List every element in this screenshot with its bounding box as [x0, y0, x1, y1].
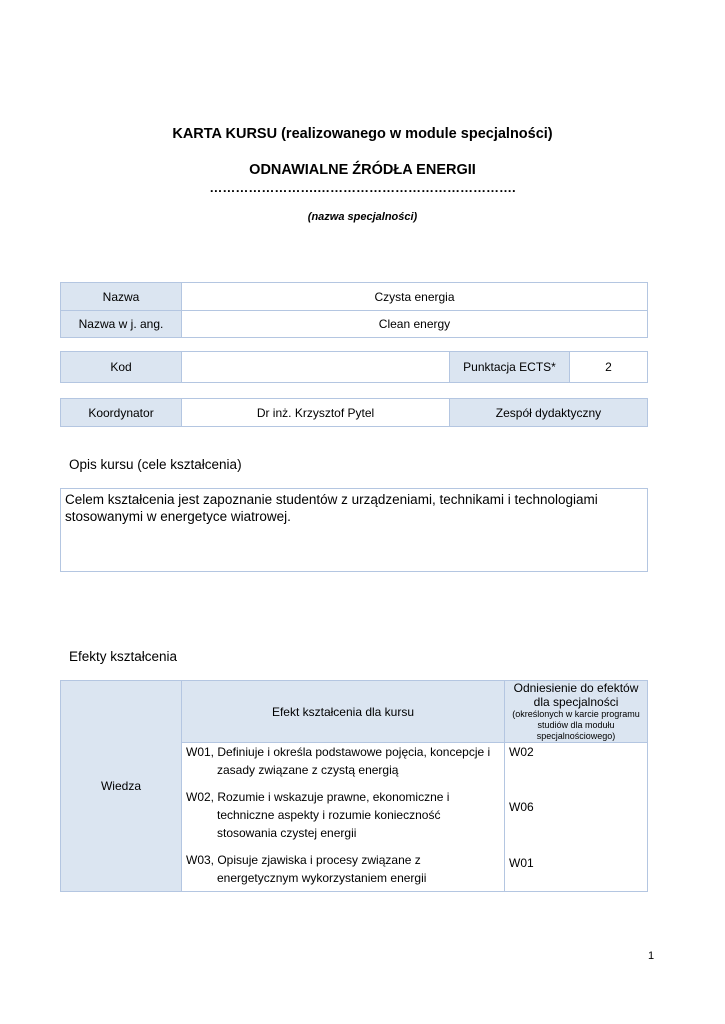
- coordinator-table: [60, 398, 648, 427]
- code-label: Kod: [61, 352, 182, 383]
- name-value: Czysta energia: [182, 283, 648, 311]
- coordinator-value: Dr inż. Krzysztof Pytel: [182, 399, 450, 427]
- document-title: KARTA KURSU (realizowanego w module specjalności): [172, 126, 553, 142]
- code-value: [182, 352, 450, 383]
- specialty-caption: (nazwa specjalności): [307, 211, 418, 223]
- reference-value: W02: [509, 745, 534, 759]
- references-cell: [505, 743, 648, 892]
- description-text: Celem kształcenia jest zapoznanie studentów z urządzeniami, technikami i technologiami stosowanymi w energetyce wiatrowej.: [65, 492, 598, 524]
- team-label: Zespół dydaktyczny: [450, 399, 648, 427]
- effect-item: W03, Opisuje zjawiska i procesy związane z energetycznym wykorzystaniem energii: [186, 853, 427, 885]
- course-name-table: [60, 282, 648, 338]
- effect-item: W02, Rozumie i wskazuje prawne, ekonomiczne i techniczne aspekty i rozumie konieczność stosowania czystej energii: [186, 790, 450, 840]
- dotted-line: …………………….……………………………………….: [209, 180, 516, 195]
- outcomes-table: [60, 680, 648, 892]
- coordinator-label: Koordynator: [61, 399, 182, 427]
- ects-label: Punktacja ECTS*: [450, 352, 570, 383]
- effects-cell: [182, 743, 505, 892]
- effect-column-header: Efekt kształcenia dla kursu: [182, 681, 505, 743]
- outcomes-heading: Efekty kształcenia: [69, 649, 178, 664]
- page-number: 1: [648, 950, 655, 962]
- ects-value: 2: [570, 352, 648, 383]
- reference-column-header: [505, 681, 648, 743]
- name-en-value: Clean energy: [182, 311, 648, 338]
- description-heading: Opis kursu (cele kształcenia): [69, 457, 242, 472]
- reference-value: W01: [509, 856, 534, 870]
- code-ects-table: [60, 351, 648, 383]
- specialty-name: ODNAWIALNE ŹRÓDŁA ENERGII: [249, 162, 476, 178]
- outcomes-category: Wiedza: [61, 681, 182, 892]
- name-label: Nazwa: [61, 283, 182, 311]
- reference-value: W06: [509, 800, 534, 814]
- reference-header-note: (określonych w karcie programu studiów dla modułu specjalnościowego): [512, 709, 640, 741]
- name-en-label: Nazwa w j. ang.: [61, 311, 182, 338]
- effect-item: W01, Definiuje i określa podstawowe pojęcia, koncepcje i zasady związane z czystą energią: [186, 745, 491, 777]
- description-box: [60, 488, 648, 572]
- reference-header-title: Odniesienie do efektów dla specjalności: [513, 681, 639, 709]
